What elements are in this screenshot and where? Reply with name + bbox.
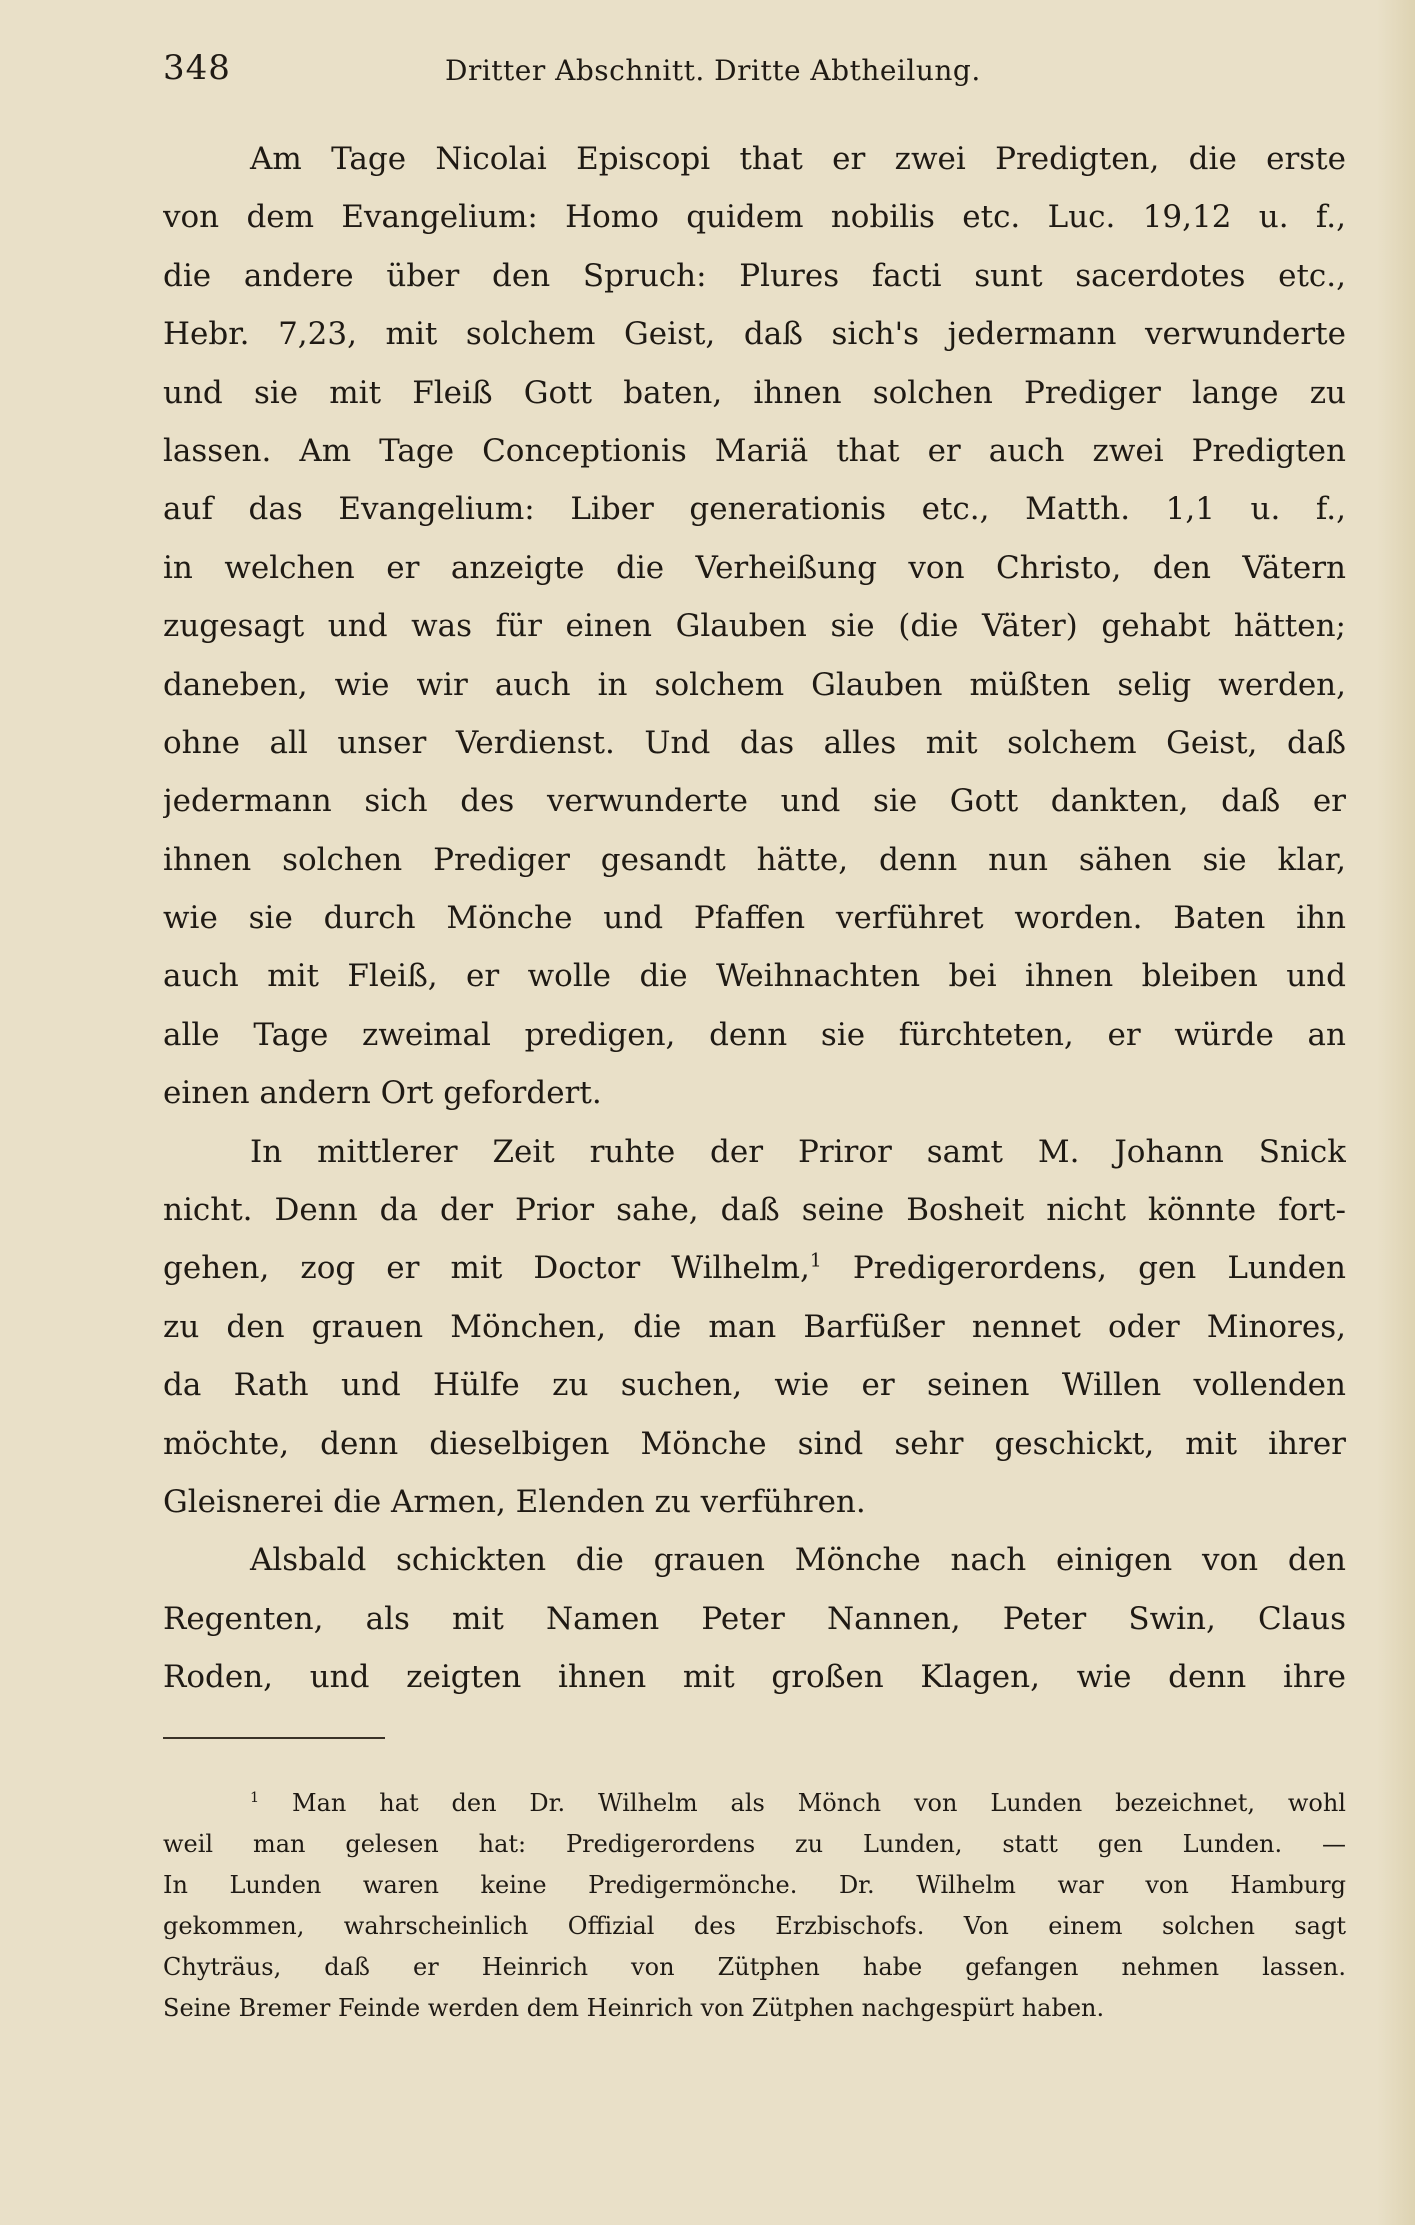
text-line-start: gehen, zog er mit Doctor Wilhelm,	[163, 1250, 810, 1287]
page-header	[163, 48, 1343, 98]
text-line: einen andern Ort gefordert.	[163, 1075, 602, 1112]
text-line: zu den grauen Mönchen, die man Barfüßer nennet oder Minores,	[163, 1308, 1346, 1345]
text-line: Alsbald schickten die grauen Mönche nach einigen von den	[250, 1542, 1346, 1579]
footnote-line: weil man gelesen hat: Predigerordens zu Lunden, statt gen Lunden. —	[163, 1830, 1346, 1858]
footnote-line: gekommen, wahrscheinlich Offizial des Erzbischofs. Von einem solchen sagt	[163, 1912, 1346, 1940]
text-line: ohne all unser Verdienst. Und das alles mit solchem Geist, daß	[163, 724, 1346, 761]
footnote-divider	[163, 1737, 385, 1739]
text-line: von dem Evangelium: Homo quidem nobilis etc. Luc. 19,12 u. f.,	[163, 199, 1346, 236]
text-line-with-footnote-ref	[163, 1239, 1346, 1297]
text-line: ihnen solchen Prediger gesandt hätte, denn nun sähen sie klar,	[163, 841, 1346, 878]
footnote-reference[interactable]: 1	[809, 1251, 822, 1273]
text-line: jedermann sich des verwunderte und sie Gott dankten, daß er	[163, 783, 1346, 820]
text-line: alle Tage zweimal predigen, denn sie fürchteten, er würde an	[163, 1016, 1346, 1053]
footnotes	[163, 1783, 1346, 2029]
text-line: in welchen er anzeigte die Verheißung von Christo, den Vätern	[163, 549, 1346, 586]
footnote-line: Chyträus, daß er Heinrich von Zütphen habe gefangen nehmen lassen.	[163, 1953, 1346, 1981]
text-line: Am Tage Nicolai Episcopi that er zwei Predigten, die erste	[250, 141, 1346, 177]
text-line: nicht. Denn da der Prior sahe, daß seine Bosheit nicht könnte fort-	[163, 1192, 1346, 1229]
page-edge-shadow	[1377, 0, 1415, 2225]
footnote-marker: 1	[250, 1790, 260, 1806]
running-title: Dritter Abschnitt. Dritte Abtheilung.	[445, 54, 981, 87]
text-line: auf das Evangelium: Liber generationis etc., Matth. 1,1 u. f.,	[163, 491, 1346, 528]
text-line: Hebr. 7,23, mit solchem Geist, daß sich's jedermann verwunderte	[163, 316, 1346, 353]
page-number: 348	[163, 48, 231, 88]
footnote-line: Seine Bremer Feinde werden dem Heinrich von Zütphen nachgespürt haben.	[163, 1994, 1105, 2022]
text-line: daneben, wie wir auch in solchem Glauben müßten selig werden,	[163, 666, 1346, 703]
text-line: lassen. Am Tage Conceptionis Mariä that er auch zwei Predigten	[163, 432, 1346, 469]
text-line: zugesagt und was für einen Glauben sie (die Väter) gehabt hätten;	[163, 608, 1346, 645]
text-line: wie sie durch Mönche und Pfaffen verführet worden. Baten ihn	[163, 900, 1346, 937]
text-line: und sie mit Fleiß Gott baten, ihnen solchen Prediger lange zu	[163, 374, 1346, 411]
footnote-line	[163, 1783, 1346, 1824]
text-line: Gleisnerei die Armen, Elenden zu verführen.	[163, 1483, 866, 1520]
text-line: Regenten, als mit Namen Peter Nannen, Peter Swin, Claus	[163, 1600, 1346, 1637]
footnote-line: In Lunden waren keine Predigermönche. Dr. Wilhelm war von Hamburg	[163, 1871, 1346, 1899]
text-line: möchte, denn dieselbigen Mönche sind sehr geschickt, mit ihrer	[163, 1425, 1346, 1462]
text-line: In mittlerer Zeit ruhte der Priror samt M. Johann Snick	[250, 1133, 1346, 1170]
text-line: Roden, und zeigten ihnen mit großen Klagen, wie denn ihre	[163, 1659, 1346, 1696]
text-line: die andere über den Spruch: Plures facti sunt sacerdotes etc.,	[163, 257, 1346, 294]
text-line: da Rath und Hülfe zu suchen, wie er seinen Willen vollenden	[163, 1367, 1346, 1404]
main-text	[163, 130, 1346, 1707]
footnote-text: Man hat den Dr. Wilhelm als Mönch von Lunden bezeichnet, wohl	[292, 1789, 1346, 1817]
text-line-end: Predigerordens, gen Lunden	[821, 1250, 1346, 1287]
text-line: auch mit Fleiß, er wolle die Weihnachten bei ihnen bleiben und	[163, 958, 1346, 995]
